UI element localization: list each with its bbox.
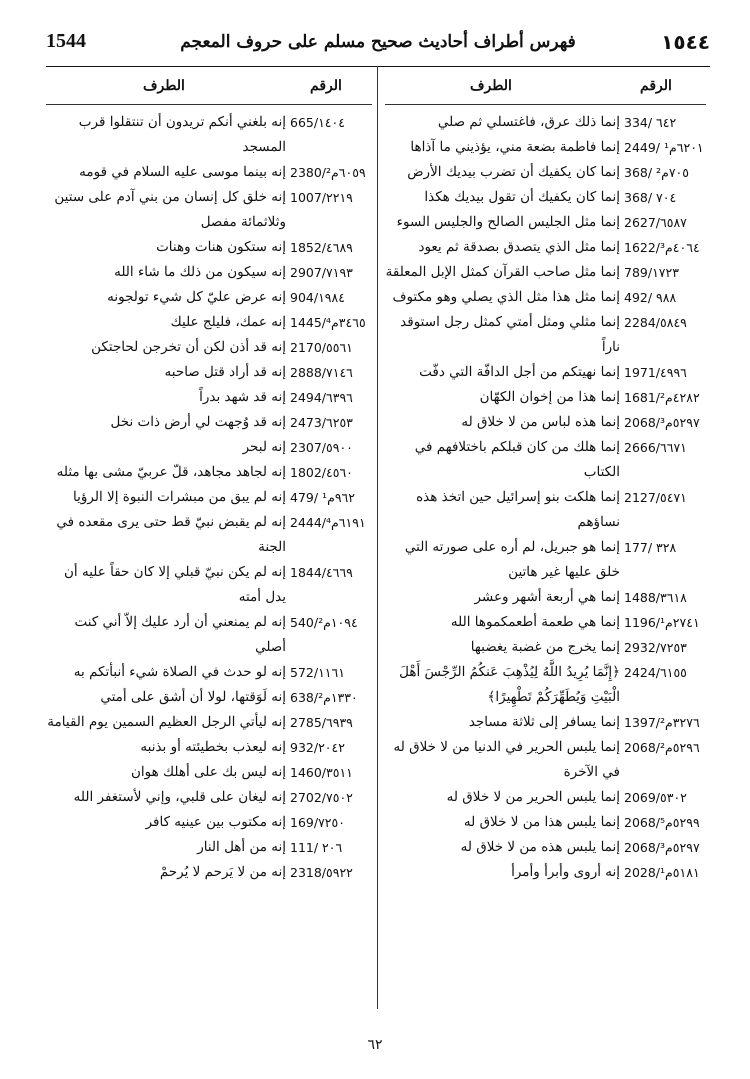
hadith-opening: إنه قد وُجهت لي أرض ذات نخل (110, 414, 286, 430)
hadith-number: 111/ ٢٠٦ (290, 840, 343, 855)
index-entry (46, 385, 372, 410)
index-entry (385, 860, 706, 885)
hadith-opening: إنما مثل هذا مثل الذي يصلي وهو مكتوف (392, 289, 620, 305)
hadith-opening: إنما يخرج من غضبة يغضبها (470, 639, 620, 655)
hadith-opening: إنما فاطمة بضعة مني، يؤذيني ما آذاها (410, 139, 620, 155)
hadith-number: 1445/٣٤٦٥م⁴ (290, 315, 366, 330)
hadith-opening: إنما هو جبريل، لم أره على صورته التي خلق عليها غير هاتين (404, 539, 620, 580)
hadith-opening: إنه لم يقبض نبيّ قط حتى يرى مقعده في الجنة (56, 514, 286, 555)
hadith-opening: إنه بلغني أنكم تريدون أن تنتقلوا قرب المسجد (78, 114, 286, 155)
hadith-number: 2068/٥٢٩٧م³ (624, 415, 700, 430)
hadith-opening: إنما مثل صاحب القرآن كمثل الإبل المعلقة (385, 264, 620, 280)
index-entry (385, 410, 706, 435)
hadith-opening: إنه سيكون من ذلك ما شاء الله (114, 264, 286, 280)
hadith-opening: إنه خلق كل إنسان من بني آدم على ستين وثلاثمائة مفصل (54, 189, 286, 230)
index-entry (46, 310, 372, 335)
index-entry (46, 260, 372, 285)
index-entry (385, 285, 706, 310)
index-entry (46, 835, 372, 860)
hadith-opening: إنما هي أربعة أشهر وعشر (474, 589, 620, 605)
hadith-opening: إنما كان يكفيك أن تقول بيديك هكذا (424, 189, 620, 205)
hadith-opening: إنما مثل الجليس الصالح والجليس السوء (396, 214, 620, 230)
hadith-opening: إنه لو حدث في الصلاة شيء أنبأتكم به (73, 664, 286, 680)
header-rule (46, 66, 710, 67)
hadith-opening: إنه قد أذن لكن أن تخرجن لحاجتكن (91, 339, 286, 355)
index-entry (46, 710, 372, 735)
hadith-number: 2888/٧١٤٦ (290, 365, 353, 380)
index-entry (385, 660, 706, 710)
index-entry (385, 810, 706, 835)
hadith-opening: إنما هي طعمة أطعمكموها الله (450, 614, 620, 630)
hadith-opening: إنه لجاهد مجاهد، قلّ عربيّ مشى بها مثله (56, 464, 286, 480)
index-entry (46, 435, 372, 460)
hadith-number: 2627/٦٥٨٧ (624, 215, 687, 230)
hadith-opening: إنما يلبس هذه من لا خلاق له (460, 839, 620, 855)
page-title: فهرس أطراف أحاديث صحيح مسلم على حروف المعجم (180, 32, 576, 52)
hadith-opening: إنه من أهل النار (197, 839, 286, 855)
hadith-number: 789/١٧٢٣ (624, 265, 679, 280)
index-entry (385, 160, 706, 185)
hadith-number: 540/١٠٩٤م² (290, 615, 358, 630)
index-entry (46, 760, 372, 785)
right-column-text-header: الطرف (470, 78, 512, 94)
hadith-opening: إنما مثل الذي يتصدق بصدقة ثم يعود (418, 239, 620, 255)
index-entry (46, 560, 372, 610)
hadith-number: 2068/٥٢٩٦م² (624, 740, 700, 755)
index-entry (385, 610, 706, 635)
index-entry (385, 735, 706, 785)
hadith-opening: إنما يلبس هذا من لا خلاق له (463, 814, 620, 830)
hadith-number: 1196/٢٧٤١م¹ (624, 615, 700, 630)
hadith-opening: إنه قد أراد قتل صاحبه (164, 364, 286, 380)
hadith-number: 638/١٣٣٠م² (290, 690, 358, 705)
page-footer-marker: ٦٢ (367, 1037, 383, 1053)
hadith-number: 2069/٥٣٠٢ (624, 790, 687, 805)
index-entry (385, 260, 706, 285)
index-entry (46, 485, 372, 510)
page-header (46, 28, 710, 62)
index-entry (385, 385, 706, 410)
hadith-opening: إنما نهيتكم من أجل الدافّة التي دفّت (419, 364, 620, 380)
hadith-number: 2424/٦١٥٥ (624, 665, 687, 680)
index-entry (385, 135, 706, 160)
right-column-header-rule (385, 104, 706, 105)
hadith-number: 2444/٦١٩١م⁴ (290, 515, 366, 530)
hadith-opening: إنه عمك، فليلج عليك (170, 314, 286, 330)
right-index-column (385, 110, 706, 1005)
hadith-number: 665/١٤٠٤ (290, 115, 345, 130)
index-entry (46, 735, 372, 760)
hadith-number: 1488/٣٦١٨ (624, 590, 687, 605)
hadith-number: 177/ ٣٢٨ (624, 540, 677, 555)
index-entry (46, 235, 372, 260)
hadith-number: 1802/٤٥٦٠ (290, 465, 353, 480)
hadith-number: 2170/٥٥٦١ (290, 340, 353, 355)
index-entry (46, 285, 372, 310)
index-entry (46, 510, 372, 560)
index-entry (385, 310, 706, 360)
hadith-number: 169/٧٢٥٠ (290, 815, 345, 830)
index-entry (385, 635, 706, 660)
index-entry (385, 210, 706, 235)
column-divider (377, 66, 378, 1009)
index-entry (46, 810, 372, 835)
hadith-number: 1622/٤٠٦٤م³ (624, 240, 700, 255)
left-column-number-header: الرقم (310, 78, 342, 94)
hadith-number: 479/ ٩٦٢م¹ (290, 490, 355, 505)
hadith-opening: إنه لبحر (242, 439, 286, 455)
hadith-number: 1007/٢٢١٩ (290, 190, 353, 205)
index-entry (46, 460, 372, 485)
index-entry (46, 685, 372, 710)
hadith-number: 932/٢٠٤٢ (290, 740, 345, 755)
index-entry (385, 710, 706, 735)
hadith-number: 1681/٤٢٨٢م² (624, 390, 700, 405)
index-entry (385, 585, 706, 610)
index-entry (46, 610, 372, 660)
hadith-number: 1852/٤٦٨٩ (290, 240, 353, 255)
hadith-number: 2068/٥٢٩٩م⁵ (624, 815, 700, 830)
hadith-number: 2666/٦٦٧١ (624, 440, 687, 455)
hadith-opening: إنه عرض عليّ كل شيء تولجونه (107, 289, 286, 305)
hadith-number: 334/ ٦٤٢ (624, 115, 677, 130)
hadith-opening: إنما يلبس الحرير من لا خلاق له (446, 789, 620, 805)
hadith-opening: إنه من لا يَرحم لا يُرحمْ (159, 864, 286, 880)
hadith-number: 2449/ ٦٢٠١م¹ (624, 140, 704, 155)
hadith-number: 2318/٥٩٢٢ (290, 865, 353, 880)
hadith-opening: إنه ليأتي الرجل العظيم السمين يوم القيامة (47, 714, 286, 730)
hadith-number: 2127/٥٤٧١ (624, 490, 687, 505)
index-entry (385, 360, 706, 385)
hadith-number: 2702/٧٥٠٢ (290, 790, 353, 805)
index-entry (46, 410, 372, 435)
hadith-opening: إنه ليغان على قلبي، وإني لأستغفر الله (73, 789, 286, 805)
index-entry (385, 835, 706, 860)
index-entry (46, 185, 372, 235)
hadith-opening: إنه ستكون هنات وهنات (156, 239, 286, 255)
index-entry (385, 785, 706, 810)
hadith-opening: إنما يسافر إلى ثلاثة مساجد (468, 714, 620, 730)
hadith-opening: إنه ليعذب بخطيئته أو بذنبه (140, 739, 286, 755)
index-entry (385, 435, 706, 485)
hadith-opening: إنه لم يكن نبيّ قبلي إلا كان حقاً عليه أن يدل أمته (64, 564, 286, 605)
hadith-number: 2284/٥٨٤٩ (624, 315, 687, 330)
hadith-opening: إنه لم يمنعني أن أرد عليك إلاّ أني كنت أصلي (74, 614, 286, 655)
index-entry (46, 660, 372, 685)
hadith-opening: إنه لَوَقتها، لولا أن أشق على أمتي (100, 689, 286, 705)
hadith-number: 2307/٥٩٠٠ (290, 440, 353, 455)
hadith-opening: إنما هلك من كان قبلكم باختلافهم في الكتاب (414, 439, 620, 480)
index-entry (385, 235, 706, 260)
index-entry (385, 535, 706, 585)
hadith-opening: إنه ليس بك على أهلك هوان (131, 764, 286, 780)
hadith-number: 1397/٣٢٧٦م² (624, 715, 700, 730)
hadith-number: 492/ ٩٨٨ (624, 290, 677, 305)
hadith-opening: إنما كان يكفيك أن تضرب بيديك الأرض (407, 164, 620, 180)
hadith-opening: إنما هذه لباس من لا خلاق له (461, 414, 620, 430)
hadith-opening: إنما مثلي ومثل أمتي كمثل رجل استوقد ناراً (400, 314, 620, 355)
hadith-opening: إنه لم يبق من مبشرات النبوة إلا الرؤيا (73, 489, 286, 505)
index-entry (46, 110, 372, 160)
hadith-opening: إنه مكتوب بين عينيه كافر (145, 814, 286, 830)
left-index-column (46, 110, 372, 1005)
right-column-number-header: الرقم (640, 78, 672, 94)
hadith-number: 1460/٣٥١١ (290, 765, 353, 780)
left-column-text-header: الطرف (143, 78, 185, 94)
hadith-number: 368/ ٧٠٥م² (624, 165, 689, 180)
hadith-number: 2932/٧٢٥٣ (624, 640, 687, 655)
hadith-opening: إنما هلكت بنو إسرائيل حين اتخذ هذه نساؤهم (416, 489, 620, 530)
page-number-arabic: ١٥٤٤ (661, 30, 710, 54)
hadith-number: 2907/٧١٩٣ (290, 265, 353, 280)
hadith-opening: إنه أروى وأبرأ وأمرأ (511, 864, 620, 880)
hadith-number: 2473/٦٢٥٣ (290, 415, 353, 430)
hadith-number: 904/١٩٨٤ (290, 290, 345, 305)
index-entry (46, 360, 372, 385)
hadith-number: 2380/٦٠٥٩م² (290, 165, 366, 180)
hadith-number: 2494/٦٣٩٦ (290, 390, 353, 405)
hadith-number: 1971/٤٩٩٦ (624, 365, 687, 380)
index-entry (46, 860, 372, 885)
hadith-number: 368/ ٧٠٤ (624, 190, 677, 205)
page-number-latin: 1544 (46, 30, 86, 52)
index-entry (46, 160, 372, 185)
left-column-header-rule (46, 104, 372, 105)
index-entry (385, 110, 706, 135)
hadith-number: 2028/٥١٨١م¹ (624, 865, 700, 880)
hadith-number: 1844/٤٦٦٩ (290, 565, 353, 580)
hadith-opening: إنما يلبس الحرير في الدنيا من لا خلاق له في الآخرة (393, 739, 620, 780)
index-entry (385, 185, 706, 210)
hadith-opening: إنما ذلك عرق، فاغتسلي ثم صلي (437, 114, 620, 130)
index-entry (46, 335, 372, 360)
index-entry (46, 785, 372, 810)
hadith-number: 2785/٦٩٣٩ (290, 715, 353, 730)
hadith-opening: إنه بينما موسى عليه السلام في قومه (79, 164, 286, 180)
hadith-number: 2068/٥٢٩٧م³ (624, 840, 700, 855)
index-entry (385, 485, 706, 535)
hadith-opening: إنه قد شهد بدراً (199, 389, 286, 405)
hadith-opening: ﴿إِنَّمَا يُرِيدُ اللَّهُ لِيُذْهِبَ عَنكُمُ الرِّجْسَ أَهْلَ الْبَيْتِ وَيُطَهِّرَكُمْ تَطْهِيرًا﴾ (399, 664, 620, 705)
hadith-number: 572/١١٦١ (290, 665, 345, 680)
hadith-opening: إنما هذا من إخوان الكهّان (479, 389, 620, 405)
